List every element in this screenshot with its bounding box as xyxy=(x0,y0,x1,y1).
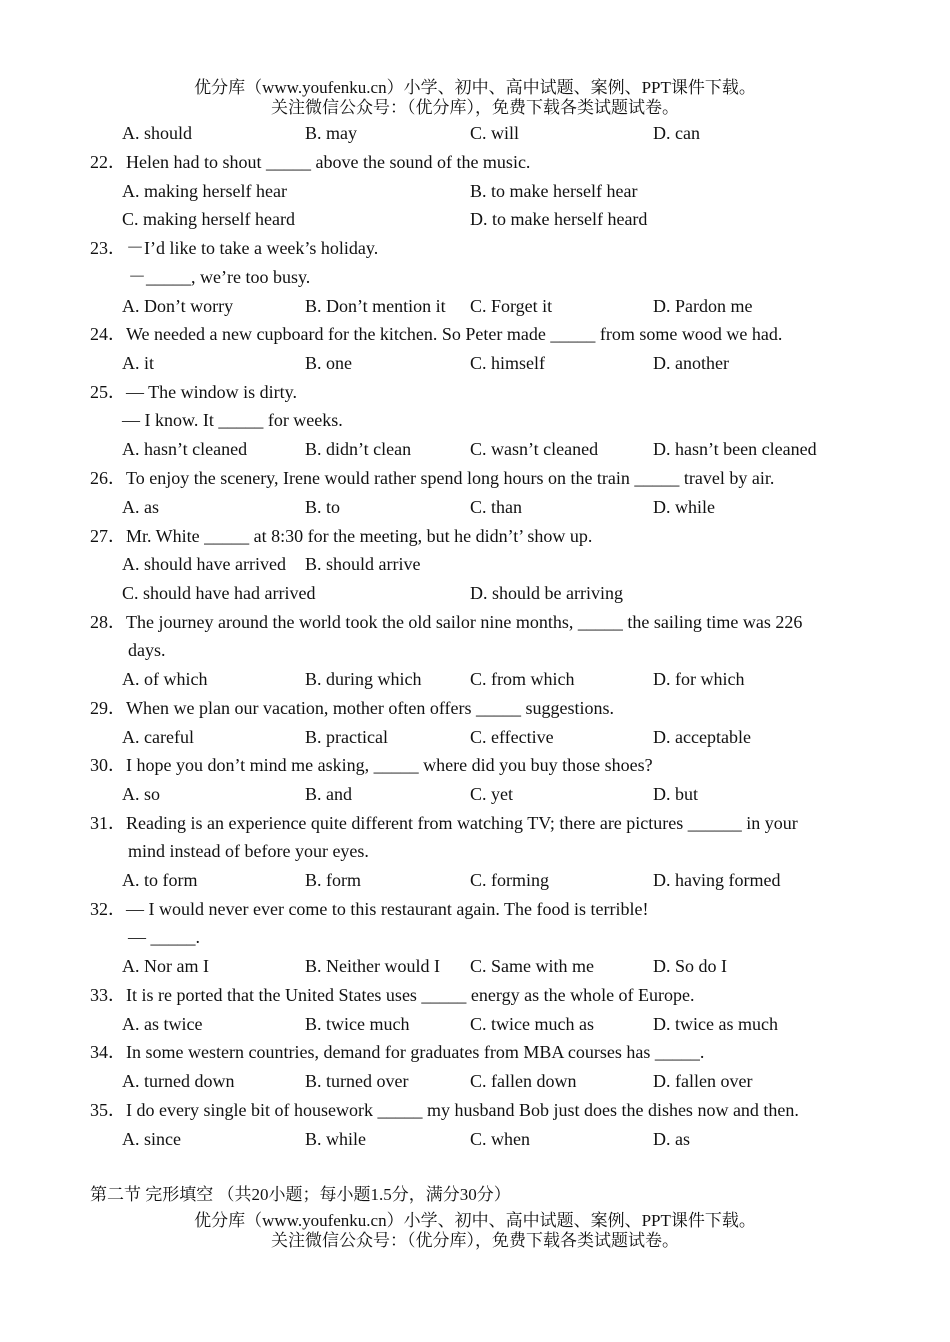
question-number: 34． xyxy=(90,1042,126,1062)
q34-option-b: B. turned over xyxy=(305,1071,409,1091)
question-text: To enjoy the scenery, Irene would rather spend long hours on the train _____ travel by air. xyxy=(126,468,775,488)
q28-option-b: B. during which xyxy=(305,669,422,689)
q35-option-a: A. since xyxy=(122,1129,181,1149)
q27-option-c: C. should have had arrived xyxy=(122,583,316,603)
question-32-line-2: — _____. xyxy=(128,927,200,947)
question-25 xyxy=(90,380,297,404)
q31-option-a: A. to form xyxy=(122,870,198,890)
q23-option-c: C. Forget it xyxy=(470,296,553,316)
q22-option-d: D. to make herself heard xyxy=(470,209,648,229)
q26-option-d: D. while xyxy=(653,497,715,517)
q21-option-b: B. may xyxy=(305,123,357,143)
header-bottom-line-2: 关注微信公众号：（优分库），免费下载各类试题试卷。 xyxy=(271,1231,679,1250)
question-number: 22． xyxy=(90,152,126,172)
header-top-line-1: 优分库（www.youfenku.cn）小学、初中、高中试题、案例、PPT课件下载。 xyxy=(194,78,756,97)
q34-option-a: A. turned down xyxy=(122,1071,235,1091)
q32-option-b: B. Neither would I xyxy=(305,956,440,976)
q21-option-a: A. should xyxy=(122,123,193,143)
question-23-line-2: －_____, we’re too busy. xyxy=(128,267,311,287)
question-number: 33． xyxy=(90,985,126,1005)
q33-option-b: B. twice much xyxy=(305,1014,410,1034)
q25-option-a: A. hasn’t cleaned xyxy=(122,439,248,459)
q31-option-b: B. form xyxy=(305,870,361,890)
question-31-line-2: mind instead of before your eyes. xyxy=(128,841,369,861)
question-31 xyxy=(90,811,798,835)
q34-option-c: C. fallen down xyxy=(470,1071,577,1091)
q34-option-d: D. fallen over xyxy=(653,1071,753,1091)
question-number: 32． xyxy=(90,899,126,919)
question-text: The journey around the world took the old sailor nine months, _____ the sailing time was 226 xyxy=(126,612,803,632)
question-number: 25． xyxy=(90,382,126,402)
q22-option-a: A. making herself hear xyxy=(122,181,287,201)
question-number: 30． xyxy=(90,755,126,775)
q27-option-d: D. should be arriving xyxy=(470,583,623,603)
q35-option-c: C. when xyxy=(470,1129,530,1149)
q26-option-a: A. as xyxy=(122,497,159,517)
q29-option-c: C. effective xyxy=(470,727,554,747)
question-number: 24． xyxy=(90,324,126,344)
q29-option-d: D. acceptable xyxy=(653,727,751,747)
q24-option-d: D. another xyxy=(653,353,729,373)
question-text: －I’d like to take a week’s holiday. xyxy=(126,238,379,258)
q25-option-c: C. wasn’t cleaned xyxy=(470,439,599,459)
question-25-line-2: — I know. It _____ for weeks. xyxy=(122,410,343,430)
question-text: It is re ported that the United States uses _____ energy as the whole of Europe. xyxy=(126,985,695,1005)
question-text: — The window is dirty. xyxy=(126,382,297,402)
question-number: 27． xyxy=(90,526,126,546)
header-bottom-line-1: 优分库（www.youfenku.cn）小学、初中、高中试题、案例、PPT课件下载。 xyxy=(194,1211,756,1230)
question-24 xyxy=(90,322,782,346)
question-text: Reading is an experience quite different from watching TV; there are pictures ______ in your xyxy=(126,813,798,833)
q26-option-b: B. to xyxy=(305,497,341,517)
q35-option-b: B. while xyxy=(305,1129,366,1149)
q28-option-a: A. of which xyxy=(122,669,208,689)
question-number: 35． xyxy=(90,1100,126,1120)
q30-option-a: A. so xyxy=(122,784,161,804)
q27-option-b: B. should arrive xyxy=(305,554,421,574)
q28-option-c: C. from which xyxy=(470,669,575,689)
q33-option-d: D. twice as much xyxy=(653,1014,778,1034)
q23-option-d: D. Pardon me xyxy=(653,296,753,316)
question-29 xyxy=(90,696,614,720)
question-number: 29． xyxy=(90,698,126,718)
q30-option-d: D. but xyxy=(653,784,698,804)
question-26 xyxy=(90,466,774,490)
question-number: 23． xyxy=(90,238,126,258)
question-text: I do every single bit of housework _____ my husband Bob just does the dishes now and then. xyxy=(126,1100,799,1120)
question-33 xyxy=(90,983,695,1007)
q29-option-b: B. practical xyxy=(305,727,388,747)
question-35 xyxy=(90,1098,799,1122)
q26-option-c: C. than xyxy=(470,497,522,517)
question-text: Helen had to shout _____ above the sound of the music. xyxy=(126,152,531,172)
q28-option-d: D. for which xyxy=(653,669,745,689)
q23-option-a: A. Don’t worry xyxy=(122,296,234,316)
q24-option-c: C. himself xyxy=(470,353,545,373)
question-32 xyxy=(90,897,649,921)
header-top-line-2: 关注微信公众号：（优分库），免费下载各类试题试卷。 xyxy=(271,98,679,117)
question-22 xyxy=(90,150,530,174)
q25-option-d: D. hasn’t been cleaned xyxy=(653,439,817,459)
question-28 xyxy=(90,610,802,634)
q32-option-c: C. Same with me xyxy=(470,956,594,976)
q30-option-c: C. yet xyxy=(470,784,513,804)
q21-option-c: C. will xyxy=(470,123,520,143)
q21-option-d: D. can xyxy=(653,123,700,143)
q32-option-a: A. Nor am I xyxy=(122,956,209,976)
q33-option-c: C. twice much as xyxy=(470,1014,594,1034)
question-number: 26． xyxy=(90,468,126,488)
q31-option-d: D. having formed xyxy=(653,870,781,890)
question-number: 28． xyxy=(90,612,126,632)
q23-option-b: B. Don’t mention it xyxy=(305,296,446,316)
question-text: When we plan our vacation, mother often offers _____ suggestions. xyxy=(126,698,615,718)
section-2-title: 第二节 完形填空 （共20小题；每小题1.5分，满分30分） xyxy=(90,1185,511,1204)
q25-option-b: B. didn’t clean xyxy=(305,439,412,459)
question-27 xyxy=(90,524,592,548)
question-text: In some western countries, demand for graduates from MBA courses has _____. xyxy=(126,1042,705,1062)
q35-option-d: D. as xyxy=(653,1129,690,1149)
question-34 xyxy=(90,1040,704,1064)
q31-option-c: C. forming xyxy=(470,870,549,890)
q24-option-b: B. one xyxy=(305,353,352,373)
question-28-line-2: days. xyxy=(128,640,166,660)
question-30 xyxy=(90,753,653,777)
q30-option-b: B. and xyxy=(305,784,352,804)
q27-option-a: A. should have arrived xyxy=(122,554,286,574)
question-number: 31． xyxy=(90,813,126,833)
question-text: We needed a new cupboard for the kitchen. So Peter made _____ from some wood we had. xyxy=(126,324,783,344)
q24-option-a: A. it xyxy=(122,353,155,373)
question-text: Mr. White _____ at 8:30 for the meeting, but he didn’t’ show up. xyxy=(126,526,593,546)
question-23 xyxy=(90,236,378,260)
q22-option-c: C. making herself heard xyxy=(122,209,295,229)
q33-option-a: A. as twice xyxy=(122,1014,203,1034)
question-text: I hope you don’t mind me asking, _____ where did you buy those shoes? xyxy=(126,755,653,775)
q29-option-a: A. careful xyxy=(122,727,194,747)
question-text: — I would never ever come to this restaurant again. The food is terrible! xyxy=(126,899,649,919)
q22-option-b: B. to make herself hear xyxy=(470,181,638,201)
q32-option-d: D. So do I xyxy=(653,956,728,976)
